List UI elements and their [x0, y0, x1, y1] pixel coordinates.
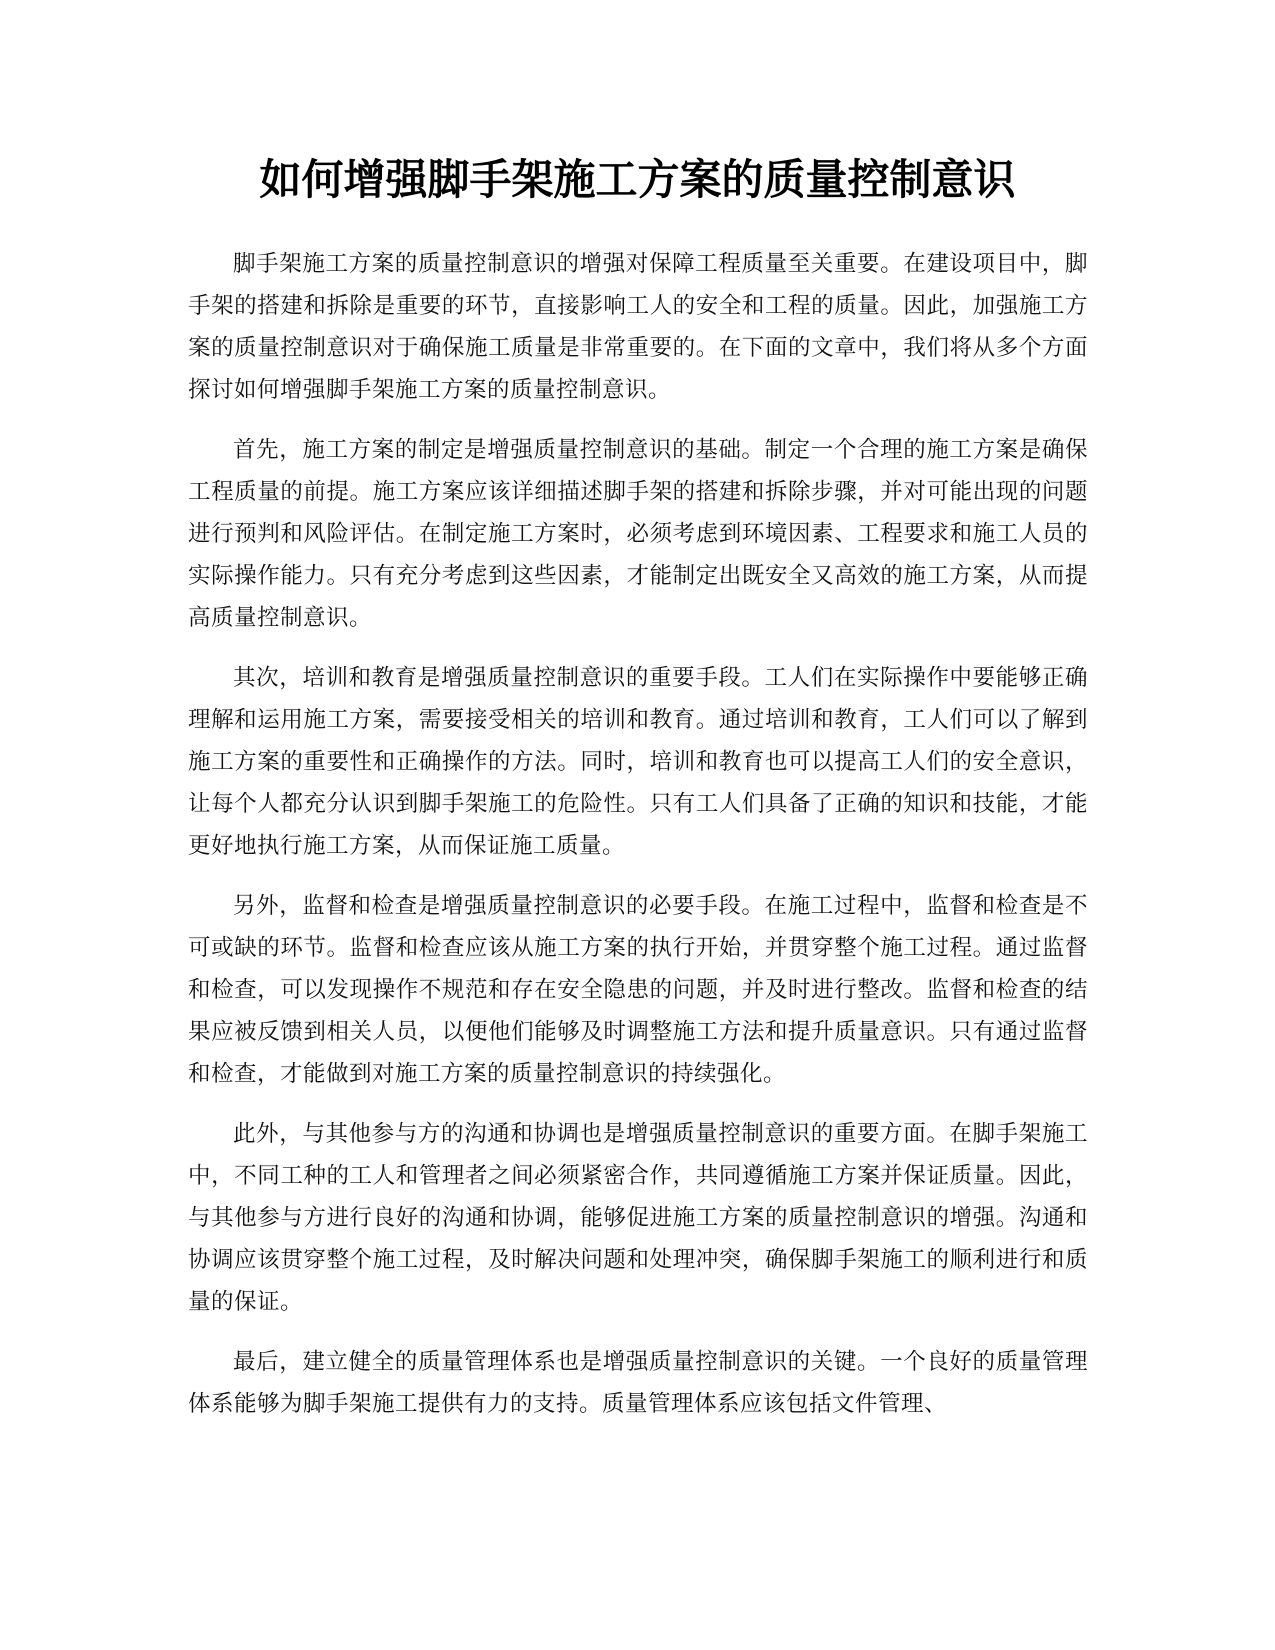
- paragraph-5: 此外，与其他参与方的沟通和协调也是增强质量控制意识的重要方面。在脚手架施工中，不同工种的工人和管理者之间必须紧密合作，共同遵循施工方案并保证质量。因此，与其他参与方进行良好的沟通和协调，能够促进施工方案的质量控制意识的增强。沟通和协调应该贯穿整个施工过程，及时解决问题和处理冲突，确保脚手架施工的顺利进行和质量的保证。: [188, 1121, 1088, 1315]
- paragraph-4: 另外，监督和检查是增强质量控制意识的必要手段。在施工过程中，监督和检查是不可或缺的环节。监督和检查应该从施工方案的执行开始，并贯穿整个施工过程。通过监督和检查，可以发现操作不规范和存在安全隐患的问题，并及时进行整改。监督和检查的结果应被反馈到相关人员，以便他们能够及时调整施工方法和提升质量意识。只有通过监督和检查，才能做到对施工方案的质量控制意识的持续强化。: [188, 893, 1088, 1087]
- paragraph-6: 最后，建立健全的质量管理体系也是增强质量控制意识的关键。一个良好的质量管理体系能够为脚手架施工提供有力的支持。质量管理体系应该包括文件管理、: [188, 1349, 1088, 1417]
- document-title: 如何增强脚手架施工方案的质量控制意识: [259, 155, 1016, 204]
- document-body: [188, 243, 1088, 1443]
- paragraph-2: 首先，施工方案的制定是增强质量控制意识的基础。制定一个合理的施工方案是确保工程质量的前提。施工方案应该详细描述脚手架的搭建和拆除步骤，并对可能出现的问题进行预判和风险评估。在制定施工方案时，必须考虑到环境因素、工程要求和施工人员的实际操作能力。只有充分考虑到这些因素，才能制定出既安全又高效的施工方案，从而提高质量控制意识。: [188, 437, 1088, 631]
- paragraph-1: 脚手架施工方案的质量控制意识的增强对保障工程质量至关重要。在建设项目中，脚手架的搭建和拆除是重要的环节，直接影响工人的安全和工程的质量。因此，加强施工方案的质量控制意识对于确保施工质量是非常重要的。在下面的文章中，我们将从多个方面探讨如何增强脚手架施工方案的质量控制意识。: [188, 251, 1088, 403]
- paragraph-3: 其次，培训和教育是增强质量控制意识的重要手段。工人们在实际操作中要能够正确理解和运用施工方案，需要接受相关的培训和教育。通过培训和教育，工人们可以了解到施工方案的重要性和正确操作的方法。同时，培训和教育也可以提高工人们的安全意识，让每个人都充分认识到脚手架施工的危险性。只有工人们具备了正确的知识和技能，才能更好地执行施工方案，从而保证施工质量。: [188, 665, 1088, 859]
